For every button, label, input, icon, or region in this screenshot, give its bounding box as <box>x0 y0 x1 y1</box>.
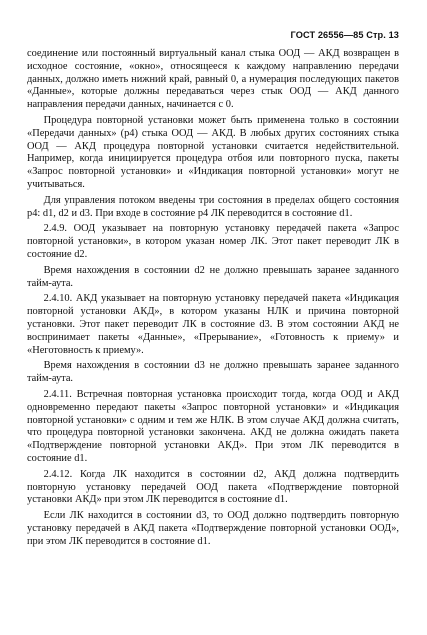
paragraph-2-4-12: 2.4.12. Когда ЛК находится в состоянии d2, АКД должна подтвердить повторную установку передачей ООД пакета «Подтверждение повторной установки АКД» при этом ЛК переводится в состояние d1. <box>27 468 399 506</box>
paragraph-flow-control-states: Для управления потоком введены три состояния в пределах общего состояния p4: d1, d2 и d3. При входе в состояние p4 ЛК переводится в состояние d1. <box>27 194 399 219</box>
paragraph-d2-timeout: Время нахождения в состоянии d2 не должно превышать заранее заданного тайм-аута. <box>27 264 399 289</box>
paragraph-continuation: соединение или постоянный виртуальный канал стыка ООД — АКД возвращен в исходное состояние, «окно», относящееся к каждому направлению передачи данных, должно иметь нижний край, равный 0, а нумерация последующих пакетов «Данные», которые должны передаваться через стык ООД — АКД данного направления передачи данных, начинается с 0. <box>27 48 399 111</box>
paragraph-reset-procedure: Процедура повторной установки может быть применена только в состоянии «Передачи данных» (p4) стыка ООД — АКД. В любых других состояниях стыка ООД — АКД процедура повторной установки считается недействительной. Например, когда инициируется процедура отбоя или повторного пуска, пакеты «Запрос повторной установки» и «Индикация повторной установки» могут не учитываться. <box>27 114 399 190</box>
paragraph-2-4-11: 2.4.11. Встречная повторная установка происходит тогда, когда ООД и АКД одновременно передают пакеты «Запрос повторной установки» и «Индикация повторной установки» с одним и тем же НЛК. В этом случае АКД должна считать, что процедура повторной установки закончена. АКД не должна ожидать пакета «Подтверждение повторной установки АКД». При этом ЛК переводится в состояние d1. <box>27 388 399 464</box>
paragraph-d3-timeout: Время нахождения в состоянии d3 не должно превышать заранее заданного тайм-аута. <box>27 360 399 385</box>
document-body <box>27 48 399 551</box>
paragraph-2-4-9: 2.4.9. ООД указывает на повторную установку передачей пакета «Запрос повторной установки», в котором указан номер ЛК. Этот пакет переводит ЛК в состояние d2. <box>27 223 399 260</box>
running-head: ГОСТ 26556—85 Стр. 13 <box>290 30 399 40</box>
paragraph-2-4-10: 2.4.10. АКД указывает на повторную установку передачей пакета «Индикация повторной установки АКД», в котором указаны НЛК и причина повторной установки. Этот пакет переводит ЛК в состояние d3. В этом состоянии АКД не воспринимает пакеты «Данные», «Прерывание», «Готовность к приему» и «Неготовность к приему». <box>27 293 399 356</box>
paragraph-d3-confirmation: Если ЛК находится в состоянии d3, то ООД должно подтвердить повторную установку передачей в АКД пакета «Подтверждение повторной установки ООД», при этом ЛК переводится в состояние d1. <box>27 510 399 547</box>
